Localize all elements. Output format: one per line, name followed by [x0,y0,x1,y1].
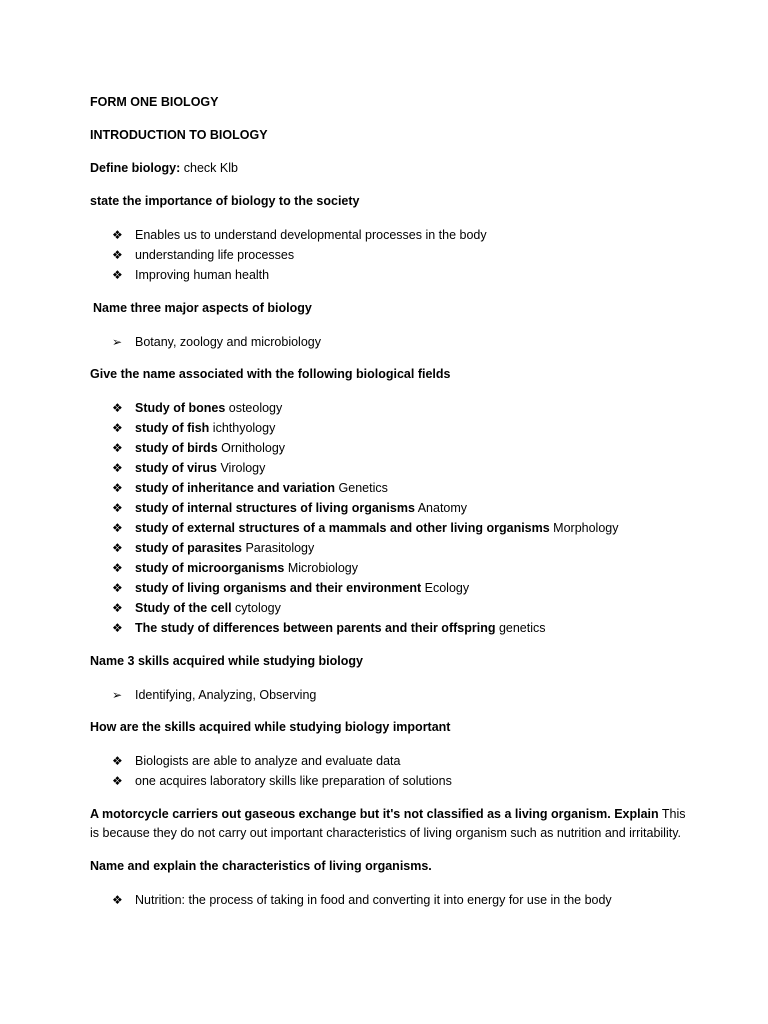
question-importance: state the importance of biology to the society [90,194,360,208]
question-skills-important: How are the skills acquired while studying biology important [90,720,451,734]
question-skills: Name 3 skills acquired while studying biology [90,653,363,668]
list-item-text: one acquires laboratory skills like preparation of solutions [135,774,452,788]
list-item [90,478,690,498]
field-name: Ecology [421,581,470,595]
list-item [90,685,690,705]
list-item-text: Identifying, Analyzing, Observing [135,687,317,702]
field-name: ichthyology [209,421,276,435]
list-item [90,518,690,538]
diamond-bullet-icon: ❖ [112,621,123,635]
skills-list [90,685,690,705]
field-name: osteology [225,401,283,415]
list-item-text: Improving human health [135,268,270,282]
question-characteristics: Name and explain the characteristics of living organisms. [90,859,432,873]
diamond-bullet-icon: ❖ [112,421,123,435]
fields-list [90,398,690,638]
motorcycle-question: A motorcycle carriers out gaseous exchange but it's not classified as a living organism. Explain [90,806,659,821]
field-term: Study of the cell [135,601,232,615]
list-item-text: Biologists are able to analyze and evaluate data [135,754,401,768]
characteristics-list [90,890,690,910]
diamond-bullet-icon: ❖ [112,401,123,415]
field-term: study of birds [135,441,218,455]
field-term: study of inheritance and variation [135,481,336,495]
diamond-bullet-icon: ❖ [112,461,123,475]
field-name: Virology [216,461,266,475]
field-term: study of living organisms and their environment [135,581,422,595]
diamond-bullet-icon: ❖ [112,754,123,768]
list-item [90,890,690,910]
motorcycle-answer: This is because they do not carry out important characteristics of living organism such as nutrition and irritability. [90,806,686,840]
list-item [90,771,690,791]
define-text: check Klb [180,161,238,175]
arrow-bullet-icon: ➢ [112,334,123,349]
list-item [90,418,690,438]
motorcycle-paragraph [90,805,690,844]
list-item [90,332,690,352]
diamond-bullet-icon: ❖ [112,228,123,242]
diamond-bullet-icon: ❖ [112,893,123,907]
list-item [90,751,690,771]
list-item [90,558,690,578]
field-term: Study of bones [135,401,226,415]
field-term: study of virus [135,461,217,475]
field-term: The study of differences between parents and their offspring [135,621,496,635]
list-item-text: understanding life processes [135,248,295,262]
list-item-text: Nutrition: the process of taking in food and converting it into energy for use in the body [135,893,612,907]
diamond-bullet-icon: ❖ [112,501,123,515]
list-item [90,245,690,265]
diamond-bullet-icon: ❖ [112,774,123,788]
question-aspects: Name three major aspects of biology [93,300,312,315]
aspects-list [90,332,690,352]
field-term: study of microorganisms [135,561,285,575]
importance-list [90,225,690,285]
list-item-text: Botany, zoology and microbiology [135,334,321,349]
list-item [90,398,690,418]
field-name: Parasitology [241,541,315,555]
diamond-bullet-icon: ❖ [112,541,123,555]
diamond-bullet-icon: ❖ [112,248,123,262]
field-term: study of external structures of a mammals and other living organisms [135,521,550,535]
field-name: Morphology [549,521,619,535]
list-item [90,225,690,245]
field-term: study of fish [135,421,210,435]
list-item [90,598,690,618]
diamond-bullet-icon: ❖ [112,268,123,282]
diamond-bullet-icon: ❖ [112,601,123,615]
list-item [90,578,690,598]
diamond-bullet-icon: ❖ [112,441,123,455]
field-name: Ornithology [217,441,286,455]
diamond-bullet-icon: ❖ [112,521,123,535]
list-item [90,265,690,285]
field-name: genetics [495,621,546,635]
field-name: cytology [231,601,281,615]
list-item [90,618,690,638]
section-heading: INTRODUCTION TO BIOLOGY [90,128,268,142]
field-term: study of internal structures of living organisms [135,501,415,515]
field-term: study of parasites [135,541,242,555]
document-page [90,93,690,924]
field-name: Anatomy [414,501,468,515]
define-label: Define biology: [90,161,181,175]
field-name: Genetics [335,481,388,495]
diamond-bullet-icon: ❖ [112,561,123,575]
field-name: Microbiology [284,561,358,575]
list-item [90,438,690,458]
skills-important-list [90,751,690,791]
arrow-bullet-icon: ➢ [112,687,123,702]
question-fields: Give the name associated with the following biological fields [90,367,451,381]
list-item [90,538,690,558]
diamond-bullet-icon: ❖ [112,581,123,595]
page-title: FORM ONE BIOLOGY [90,95,219,109]
define-biology [90,159,690,179]
list-item [90,458,690,478]
diamond-bullet-icon: ❖ [112,481,123,495]
list-item [90,498,690,518]
list-item-text: Enables us to understand developmental processes in the body [135,228,487,242]
